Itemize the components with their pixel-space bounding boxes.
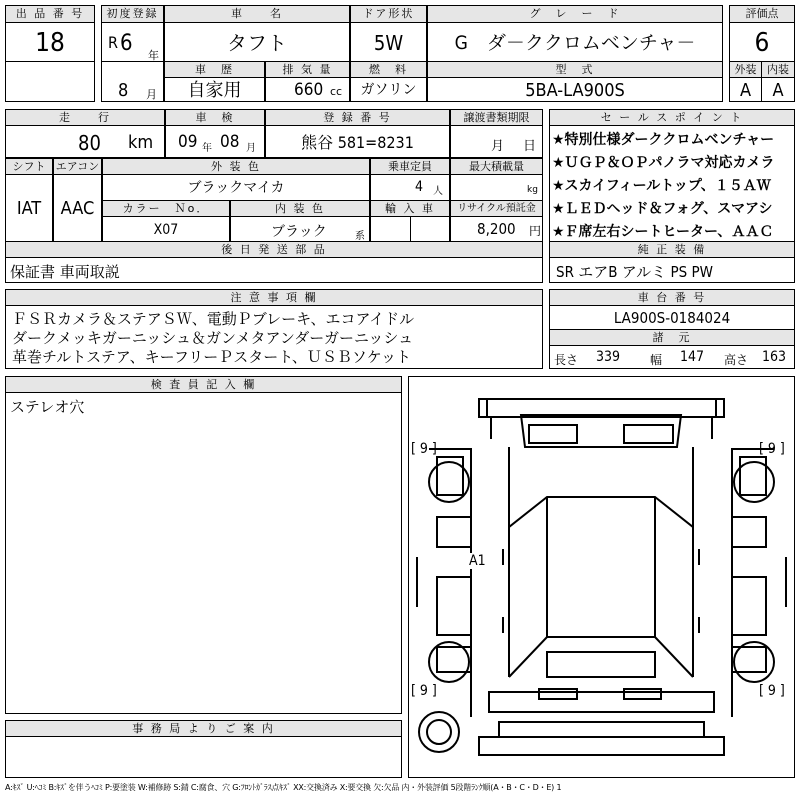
door-type-value: 5W [350,22,427,62]
length-value: 339 [596,349,621,365]
chassis-no-value: LA900S-0184024 [549,305,795,330]
inspection-month-unit: 月 [246,143,256,154]
note-line: 革巻チルトステア、キーフリーＰスタート、ＵＳＢソケット [12,348,412,366]
genuine-equipment-value: SR エアB アルミ PS PW [556,263,713,281]
ext-color-header: 外 装 色 [102,158,370,175]
max-load-header: 最大積載量 [450,158,543,175]
rating-header: 評価点 [729,5,795,23]
selling-points-header: セ ー ル ス ポ イ ン ト [549,109,795,126]
reg-no-header: 登 録 番 号 [265,109,450,126]
transfer-day: 日 [523,139,537,154]
notes-header: 注 意 事 項 欄 [5,289,543,306]
max-load-box [450,174,543,201]
note-line: ダークメッキガーニッシュ＆ガンメタアンダーガーニッシュ [12,329,414,347]
displacement-header: 排 気 量 [265,61,350,78]
int-color-box [230,216,370,242]
specs-box [549,345,795,369]
int-color-value: ブラック [271,224,327,240]
color-no-value: X07 [102,216,230,242]
recycle-header: リサイクル預託金 [450,200,543,217]
aircon-value: AAC [53,174,102,242]
max-load-unit: kg [527,185,538,195]
note-line: ＦＳＲカメラ＆ステアＳＷ、電動Ｐブレーキ、エコアイドル [12,310,415,328]
rear-bumper-shape [479,737,724,755]
width-value: 147 [680,349,705,365]
capacity-unit: 人 [433,186,443,197]
selling-point: ★スカイフィールトップ、１５ＡＷ [552,178,771,194]
capacity-header: 乗車定員 [370,158,450,175]
import-header: 輸 入 車 [370,200,450,217]
aircon-header: エアコン [53,158,102,175]
lot-no-blank [5,61,95,102]
interior-header: 内装 [761,61,795,78]
history-value: 自家用 [164,77,265,102]
fuel-value: ガソリン [350,77,427,102]
recycle-box [450,216,543,242]
first-reg-month: 8 [118,80,129,101]
tire-front-left-label: [ 9 ] [411,441,437,457]
int-color-unit: 系 [355,231,365,242]
displacement-value: 660 [294,80,324,100]
lot-no-value: 18 [5,22,95,62]
car-name-header: 車 名 [164,5,350,23]
selling-point: ★ＬＥＤヘッド＆フォグ、スマアシ [552,201,773,217]
tire-front-right-label: [ 9 ] [759,441,785,457]
history-header: 車 歴 [164,61,265,78]
selling-point: ★ＵＧＰ＆ＯＰパノラマ対応カメラ [552,155,775,171]
color-no-header: カラー Ｎo． [102,200,230,217]
year-unit: 年 [148,49,159,62]
exterior-header: 外装 [729,61,762,78]
car-diagram-svg [409,377,794,777]
displacement-box [265,77,350,102]
car-diagram [408,376,795,778]
transfer-doc-header: 譲渡書類期限 [450,109,543,126]
inspector-notes-value: ステレオ穴 [10,398,85,416]
damage-mark-a1: A1 [469,553,486,569]
fuel-header: 燃 料 [350,61,427,78]
tire-rear-left-label: [ 9 ] [411,683,437,699]
door-type-header: ドア形状 [350,5,427,23]
later-parts-box [5,257,543,283]
genuine-equipment-header: 純 正 装 備 [549,241,795,258]
inspection-year-unit: 年 [202,143,212,154]
reg-no-value: 熊谷 581=8231 [265,125,450,158]
office-notes-box [5,736,402,778]
inspection-year: 09 [178,132,198,152]
mileage-unit: km [128,132,154,153]
model-code-header: 型 式 [427,61,723,78]
selling-point: ★特別仕様ダーククロムベンチャー [552,132,775,148]
mileage-value: 80 [78,131,101,155]
lot-no-header: 出 品 番 号 [5,5,95,23]
rating-value: 6 [729,22,795,62]
first-reg-header: 初度登録 [101,5,164,23]
height-label: 高さ [724,353,749,367]
notes-box [5,305,543,369]
inspection-month: 08 [220,132,240,152]
import-divider [410,217,411,241]
recycle-unit: 円 [529,224,542,238]
selling-point: ★Ｆ席左右シートヒーター、ＡＡＣ [552,224,774,240]
recycle-value: 8,200 [477,220,516,238]
transfer-month: 月 [491,139,505,154]
model-code-value: 5BA-LA900S [427,77,723,102]
height-value: 163 [762,349,787,365]
interior-grade: A [761,77,795,102]
shift-header: シフト [5,158,53,175]
inspector-notes-box [5,392,402,714]
chassis-no-header: 車 台 番 号 [549,289,795,306]
specs-header: 諸 元 [549,329,795,346]
displacement-unit: cc [330,85,343,98]
spare-wheel [419,712,459,752]
month-unit: 月 [146,88,157,101]
capacity-box [370,174,450,201]
tire-rear-right-label: [ 9 ] [759,683,785,699]
width-label: 幅 [650,353,663,367]
first-reg-year: 6 [120,31,133,56]
shift-value: IAT [5,174,53,242]
genuine-equipment-box [549,257,795,283]
legend-text: A:ｷｽﾞ U:ﾍｺﾐ B:ｷｽﾞを伴うﾍｺﾐ P:要塗装 W:補修跡 S:錆 C:腐食、穴 G:ﾌﾛﾝﾄｶﾞﾗｽ点ｷｽﾞ XX:交換済み X:要交換 欠:欠品 内・外装評価 5段階ﾗﾝｸ順(A・B・C・D・E) 1 [5,783,562,792]
inspection-header: 車 検 [165,109,265,126]
office-notes-header: 事 務 局 よ り ご 案 内 [5,720,402,737]
inspection-box [165,125,265,158]
later-parts-header: 後 日 発 送 部 品 [5,241,543,258]
inspector-notes-header: 検 査 員 記 入 欄 [5,376,402,393]
capacity-value: 4 [415,179,424,195]
grade-value: G ダ－ククロムベンチャ－ [427,22,723,62]
transfer-doc-box [450,125,543,158]
later-parts-value: 保証書 車両取説 [10,263,120,281]
car-name-value: タフト [164,22,350,62]
import-box [370,216,450,242]
first-reg-month-box [101,61,164,102]
selling-points-box [549,125,795,242]
mileage-box [5,125,165,158]
era-letter: R [108,33,118,52]
length-label: 長さ [554,353,579,367]
exterior-grade: A [729,77,762,102]
mileage-header: 走 行 [5,109,165,126]
int-color-header: 内 装 色 [230,200,370,217]
grade-header: グ レ ー ド [427,5,723,23]
first-reg-box [101,22,164,62]
ext-color-value: ブラックマイカ [102,174,370,201]
